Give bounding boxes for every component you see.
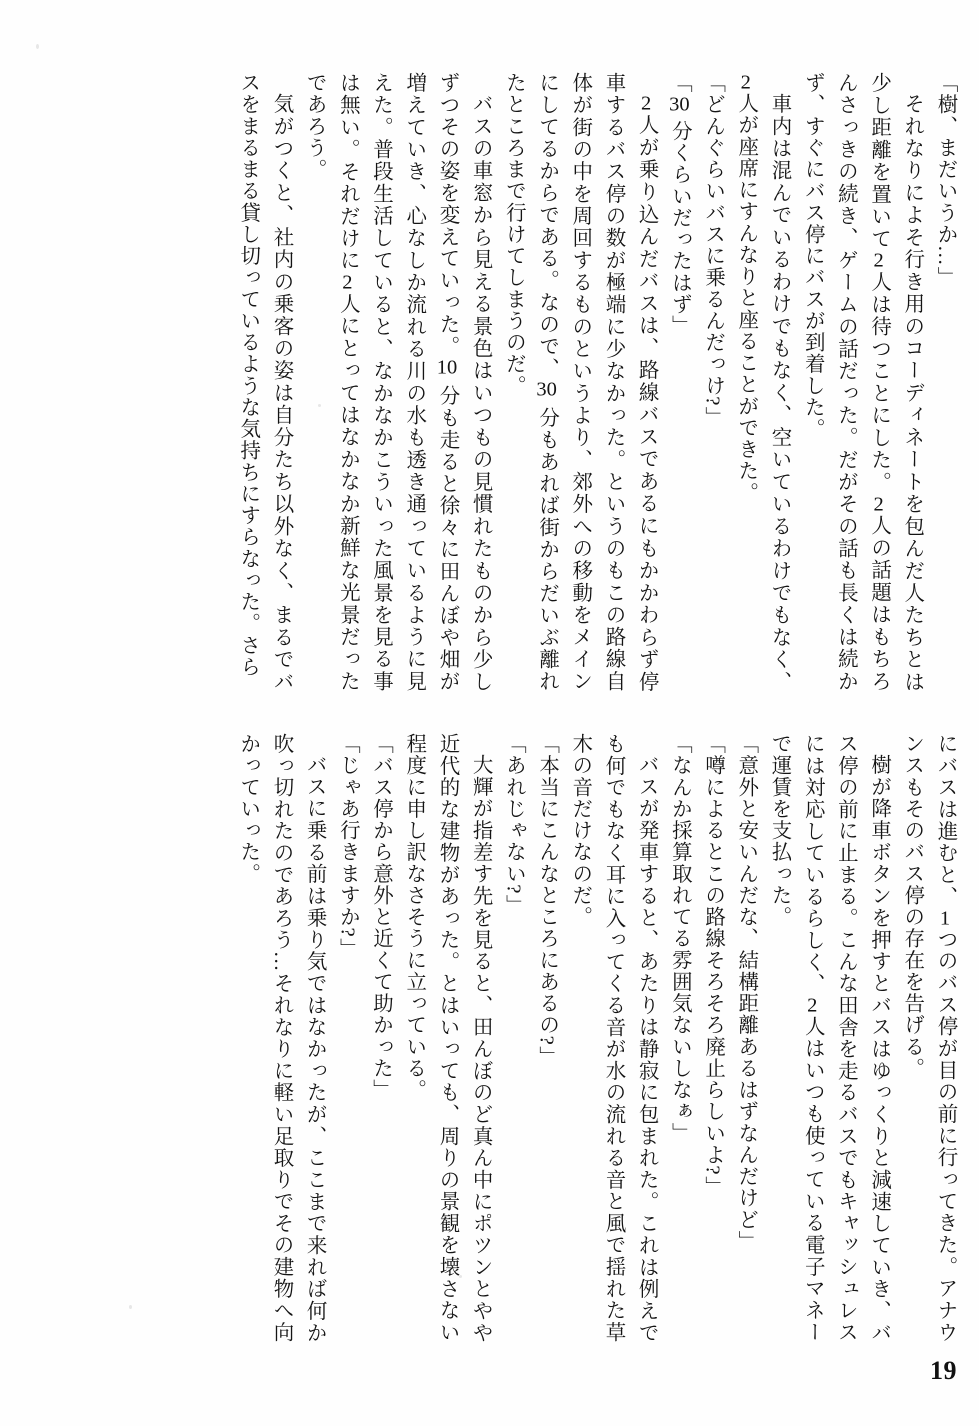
paragraph-dialogue: 「あれじゃない?」 — [502, 733, 525, 917]
inline-number: 2 — [641, 92, 652, 113]
paragraph-dialogue: 「じゃあ行きますか?」 — [336, 733, 359, 960]
paragraph-dialogue: 「バス停から意外と近くて助かった」 — [369, 733, 392, 1101]
inline-number: 2 — [740, 72, 751, 93]
inline-number: 2 — [807, 995, 818, 1016]
inline-number: 10 — [436, 357, 458, 378]
inline-number: 2 — [873, 493, 884, 515]
paragraph-dialogue: 「意外と安いんだな、結構距離あるはずなんだけど」 — [734, 733, 757, 1253]
inline-number: 1 — [939, 907, 951, 929]
paragraph-body: 車内は混んでいるわけでもなく、空いているわけでもなく、2人が座席にすんなりと座ることができた。 — [734, 72, 790, 692]
scan-speckle — [36, 44, 39, 49]
paragraph-dialogue: 「本当にこんなところにあるの?」 — [535, 733, 558, 1068]
inline-number: 30 — [669, 93, 690, 115]
paragraph-body: バスが発車すると、あたりは静寂に包まれた。これは例えでも何でもなく耳に入ってくる音が水の流れる音と風で揺れた草木の音だけなのだ。 — [568, 733, 658, 1343]
paragraph-dialogue: 「樹、まだいうか…」 — [934, 72, 956, 289]
paragraph-dialogue: 「なんか採算取れてる雰囲気ないしなぁ」 — [668, 733, 691, 1144]
paragraph-body: 樹が降車ボタンを押すとバスはゆっくりと減速していき、バス停の前に止まる。こんな田舎を走るバスでもキャッシュレスには対応しているらしく、2人はいつも使っている電子マネーで運賃を支払った。 — [767, 733, 890, 1343]
text-block-upper — [109, 72, 961, 692]
page-number: 19 — [929, 1356, 957, 1385]
paragraph-body: バスの車窓から見える景色はいつもの見慣れたものから少しずつその姿を変えていった。10 分も走ると徐々に田んぼや畑が増えていき、心なしか流れる川の水も透き通っているように見えた。普段生活していると、なかなかこういった風景を見る事は無い。それだけに2人にとってはなかなか新鮮な光景だったであろう。 — [303, 72, 492, 692]
inline-number: 30 — [536, 379, 557, 400]
paragraph-body: バスに乗る前は乗り気ではなかったが、ここまで来れば何か吹っ切れたのであろう…それなりに軽い足取りでその建物へ向かっていった。 — [236, 733, 326, 1343]
paragraph-body: 大輝が指差す先を見ると、田んぼのど真ん中にポツンとやや近代的な建物があった。とはいっても、周りの景観を壊さない程度に申し訳なさそうに立っている。 — [402, 733, 492, 1343]
paragraph-dialogue: 「30 分くらいだったはず」 — [668, 72, 691, 337]
paragraph-body: にバスは進むと、1つのバス停が目の前に行ってきた。アナウンスもそのバス停の存在を告げる。 — [900, 733, 956, 1343]
paragraph-body: それなりによそ行き用のコーディネートを包んだ人たちとは少し距離を置いて2人は待つことにした。2人の話題はもちろんさっきの続き、ゲームの話だった。だがその話も長くは続かず、すぐにバス停にバスが到着した。 — [801, 72, 923, 692]
text-block-lower — [109, 733, 961, 1343]
paragraph-dialogue: 「どんぐらいバスに乗るんだっけ?」 — [701, 72, 724, 429]
paragraph-body: 気がつくと、社内の乗客の姿は自分たち以外なく、まるでバスをまるまる貸し切っているような気持ちにすらなった。さら — [236, 72, 292, 692]
inline-number: 2 — [342, 271, 353, 293]
paragraph-dialogue: 「噂によるとこの路線そろそろ廃止らしいよ?」 — [701, 733, 724, 1198]
inline-number: 2 — [873, 249, 884, 271]
paragraph-body: 2人が乗り込んだバスは、路線バスであるにもかかわらず停車するバス停の数が極端に少なかった。というのもこの路線自体が街の中を周回するものというより、郊外への移動をメインにしてるからである。なので、30 分もあれば街からだいぶ離れたところまで行けてしまうのだ。 — [502, 72, 658, 692]
